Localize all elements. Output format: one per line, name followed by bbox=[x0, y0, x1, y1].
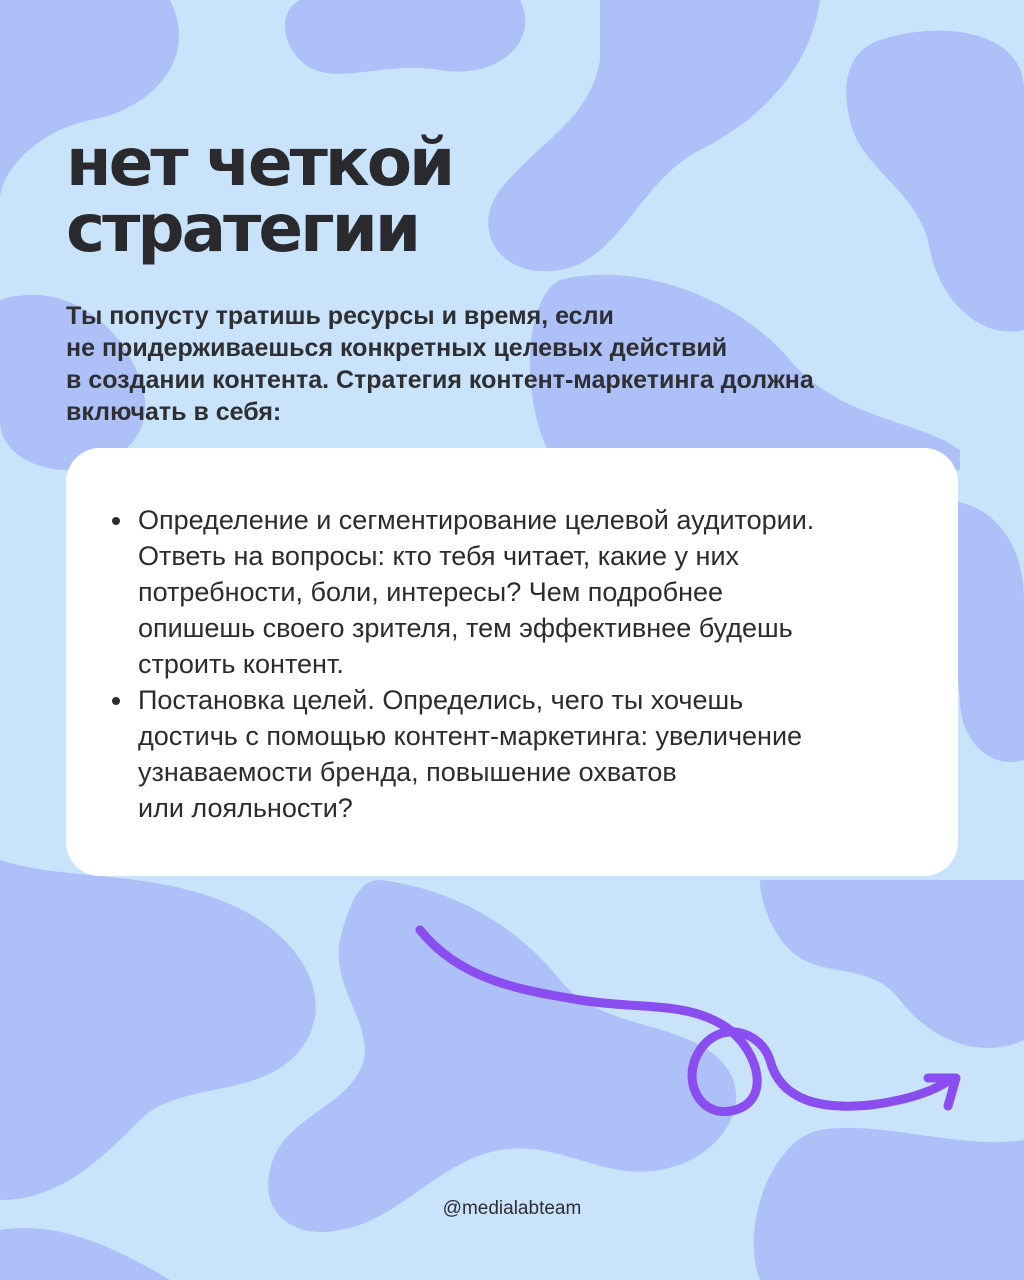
footer-handle: @medialabteam bbox=[442, 1198, 582, 1219]
bullet-icon bbox=[112, 697, 120, 705]
strategy-list bbox=[138, 502, 918, 826]
intro-paragraph bbox=[66, 300, 966, 428]
intro-line: в создании контента. Стратегия контент-маркетинга должна bbox=[66, 366, 814, 394]
list-item-line: опишешь своего зрителя, тем эффективнее будешь bbox=[138, 613, 793, 643]
list-item bbox=[138, 682, 918, 826]
list-item-line: Ответь на вопросы: кто тебя читает, какие у них bbox=[138, 541, 740, 571]
list-item-line: Постановка целей. Определись, чего ты хочешь bbox=[138, 685, 744, 715]
intro-line: включать в себя: bbox=[66, 398, 282, 426]
intro-line: Ты попусту тратишь ресурсы и время, если bbox=[66, 302, 614, 330]
list-item-line: строить контент. bbox=[138, 649, 344, 679]
page-title bbox=[66, 124, 453, 267]
intro-line: не придерживаешься конкретных целевых действий bbox=[66, 334, 728, 362]
title-line-1: нет четкой bbox=[66, 124, 453, 201]
list-item-line: достичь с помощью контент-маркетинга: увеличение bbox=[138, 721, 803, 751]
list-item-line: потребности, боли, интересы? Чем подробнее bbox=[138, 577, 724, 607]
list-item bbox=[138, 502, 918, 682]
list-item-line: Определение и сегментирование целевой аудитории. bbox=[138, 505, 815, 535]
title-line-2: стратегии bbox=[66, 190, 419, 267]
list-item-line: или лояльности? bbox=[138, 793, 353, 823]
strategy-card bbox=[66, 448, 958, 876]
bullet-icon bbox=[112, 517, 120, 525]
list-item-line: узнаваемости бренда, повышение охватов bbox=[138, 757, 677, 787]
swirl-arrow-icon bbox=[400, 910, 980, 1140]
